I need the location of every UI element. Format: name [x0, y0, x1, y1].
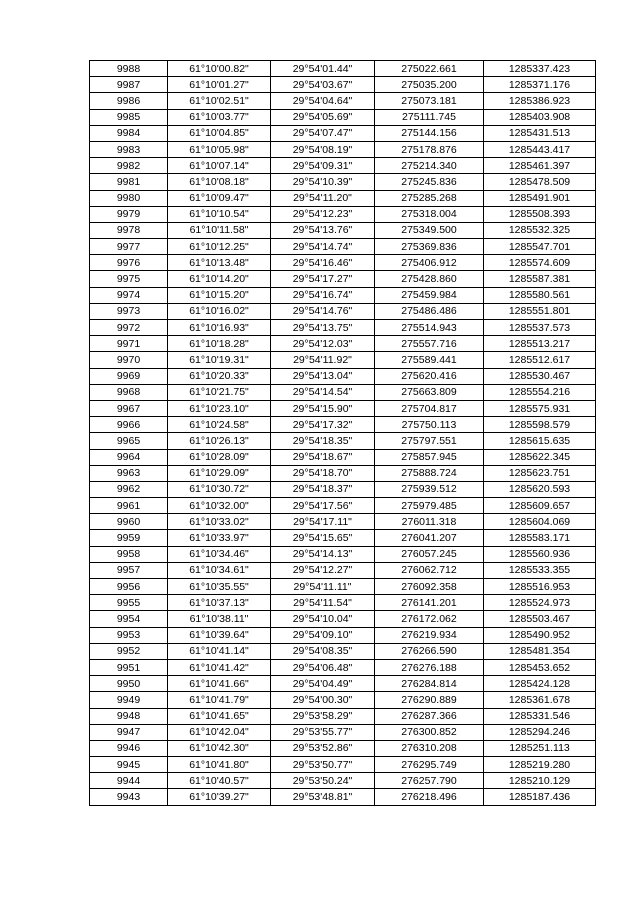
x-coordinate-cell: 275318.004 [375, 206, 484, 222]
point-number-cell: 9955 [90, 595, 168, 611]
x-coordinate-cell: 275369.836 [375, 239, 484, 255]
longitude-cell: 29°54'05.69" [271, 109, 375, 125]
point-number-cell: 9981 [90, 174, 168, 190]
x-coordinate-cell: 276295.749 [375, 757, 484, 773]
point-number-cell: 9964 [90, 449, 168, 465]
longitude-cell: 29°54'14.74" [271, 239, 375, 255]
longitude-cell: 29°54'15.65" [271, 530, 375, 546]
x-coordinate-cell: 276218.496 [375, 789, 484, 805]
x-coordinate-cell: 276141.201 [375, 595, 484, 611]
longitude-cell: 29°54'09.10" [271, 627, 375, 643]
table-row [90, 271, 596, 287]
longitude-cell: 29°54'18.37" [271, 481, 375, 497]
x-coordinate-cell: 276276.188 [375, 659, 484, 675]
point-number-cell: 9987 [90, 77, 168, 93]
longitude-cell: 29°54'11.92" [271, 352, 375, 368]
longitude-cell: 29°54'13.04" [271, 368, 375, 384]
y-coordinate-cell: 1285587.381 [484, 271, 596, 287]
latitude-cell: 61°10'42.30" [168, 740, 271, 756]
latitude-cell: 61°10'03.77" [168, 109, 271, 125]
table-row [90, 692, 596, 708]
latitude-cell: 61°10'34.61" [168, 562, 271, 578]
latitude-cell: 61°10'26.13" [168, 433, 271, 449]
x-coordinate-cell: 276266.590 [375, 643, 484, 659]
x-coordinate-cell: 276290.889 [375, 692, 484, 708]
x-coordinate-cell: 275939.512 [375, 481, 484, 497]
longitude-cell: 29°54'15.90" [271, 400, 375, 416]
x-coordinate-cell: 275750.113 [375, 417, 484, 433]
point-number-cell: 9988 [90, 61, 168, 77]
x-coordinate-cell: 276092.358 [375, 579, 484, 595]
longitude-cell: 29°54'17.27" [271, 271, 375, 287]
latitude-cell: 61°10'19.31" [168, 352, 271, 368]
latitude-cell: 61°10'42.04" [168, 724, 271, 740]
latitude-cell: 61°10'14.20" [168, 271, 271, 287]
coordinate-table-body [90, 61, 596, 806]
y-coordinate-cell: 1285554.216 [484, 384, 596, 400]
latitude-cell: 61°10'39.27" [168, 789, 271, 805]
latitude-cell: 61°10'00.82" [168, 61, 271, 77]
x-coordinate-cell: 275111.745 [375, 109, 484, 125]
longitude-cell: 29°54'17.11" [271, 514, 375, 530]
latitude-cell: 61°10'37.13" [168, 595, 271, 611]
longitude-cell: 29°54'14.54" [271, 384, 375, 400]
y-coordinate-cell: 1285604.069 [484, 514, 596, 530]
x-coordinate-cell: 275888.724 [375, 465, 484, 481]
x-coordinate-cell: 275428.860 [375, 271, 484, 287]
table-row [90, 255, 596, 271]
x-coordinate-cell: 276057.245 [375, 546, 484, 562]
latitude-cell: 61°10'08.18" [168, 174, 271, 190]
point-number-cell: 9960 [90, 514, 168, 530]
x-coordinate-cell: 275857.945 [375, 449, 484, 465]
point-number-cell: 9979 [90, 206, 168, 222]
point-number-cell: 9946 [90, 740, 168, 756]
longitude-cell: 29°54'11.11" [271, 579, 375, 595]
table-row [90, 627, 596, 643]
y-coordinate-cell: 1285574.609 [484, 255, 596, 271]
x-coordinate-cell: 275406.912 [375, 255, 484, 271]
latitude-cell: 61°10'41.42" [168, 659, 271, 675]
x-coordinate-cell: 275557.716 [375, 336, 484, 352]
point-number-cell: 9970 [90, 352, 168, 368]
y-coordinate-cell: 1285491.901 [484, 190, 596, 206]
point-number-cell: 9975 [90, 271, 168, 287]
point-number-cell: 9951 [90, 659, 168, 675]
longitude-cell: 29°54'10.04" [271, 611, 375, 627]
y-coordinate-cell: 1285533.355 [484, 562, 596, 578]
x-coordinate-cell: 275589.441 [375, 352, 484, 368]
longitude-cell: 29°53'50.77" [271, 757, 375, 773]
longitude-cell: 29°54'18.70" [271, 465, 375, 481]
point-number-cell: 9952 [90, 643, 168, 659]
point-number-cell: 9956 [90, 579, 168, 595]
table-row [90, 611, 596, 627]
y-coordinate-cell: 1285532.325 [484, 222, 596, 238]
table-row [90, 174, 596, 190]
longitude-cell: 29°54'14.76" [271, 303, 375, 319]
table-row [90, 336, 596, 352]
table-row [90, 352, 596, 368]
table-row [90, 61, 596, 77]
table-row [90, 530, 596, 546]
point-number-cell: 9947 [90, 724, 168, 740]
point-number-cell: 9978 [90, 222, 168, 238]
y-coordinate-cell: 1285508.393 [484, 206, 596, 222]
point-number-cell: 9982 [90, 158, 168, 174]
x-coordinate-cell: 275073.181 [375, 93, 484, 109]
point-number-cell: 9974 [90, 287, 168, 303]
x-coordinate-cell: 276284.814 [375, 676, 484, 692]
longitude-cell: 29°54'12.27" [271, 562, 375, 578]
y-coordinate-cell: 1285337.423 [484, 61, 596, 77]
point-number-cell: 9973 [90, 303, 168, 319]
latitude-cell: 61°10'07.14" [168, 158, 271, 174]
point-number-cell: 9985 [90, 109, 168, 125]
y-coordinate-cell: 1285443.417 [484, 141, 596, 157]
point-number-cell: 9957 [90, 562, 168, 578]
longitude-cell: 29°54'09.31" [271, 158, 375, 174]
point-number-cell: 9944 [90, 773, 168, 789]
y-coordinate-cell: 1285219.280 [484, 757, 596, 773]
table-row [90, 77, 596, 93]
x-coordinate-cell: 275704.817 [375, 400, 484, 416]
y-coordinate-cell: 1285583.171 [484, 530, 596, 546]
x-coordinate-cell: 275514.943 [375, 320, 484, 336]
table-row [90, 676, 596, 692]
y-coordinate-cell: 1285615.635 [484, 433, 596, 449]
point-number-cell: 9969 [90, 368, 168, 384]
point-number-cell: 9961 [90, 498, 168, 514]
y-coordinate-cell: 1285598.579 [484, 417, 596, 433]
y-coordinate-cell: 1285386.923 [484, 93, 596, 109]
x-coordinate-cell: 275349.500 [375, 222, 484, 238]
longitude-cell: 29°54'11.20" [271, 190, 375, 206]
point-number-cell: 9959 [90, 530, 168, 546]
point-number-cell: 9953 [90, 627, 168, 643]
table-row [90, 400, 596, 416]
longitude-cell: 29°54'13.76" [271, 222, 375, 238]
point-number-cell: 9954 [90, 611, 168, 627]
y-coordinate-cell: 1285537.573 [484, 320, 596, 336]
latitude-cell: 61°10'40.57" [168, 773, 271, 789]
y-coordinate-cell: 1285623.751 [484, 465, 596, 481]
latitude-cell: 61°10'41.80" [168, 757, 271, 773]
y-coordinate-cell: 1285609.657 [484, 498, 596, 514]
table-row [90, 708, 596, 724]
longitude-cell: 29°54'03.67" [271, 77, 375, 93]
y-coordinate-cell: 1285453.652 [484, 659, 596, 675]
x-coordinate-cell: 275979.485 [375, 498, 484, 514]
table-row [90, 595, 596, 611]
latitude-cell: 61°10'33.97" [168, 530, 271, 546]
latitude-cell: 61°10'13.48" [168, 255, 271, 271]
latitude-cell: 61°10'41.65" [168, 708, 271, 724]
y-coordinate-cell: 1285294.246 [484, 724, 596, 740]
table-row [90, 757, 596, 773]
table-row [90, 659, 596, 675]
longitude-cell: 29°54'17.56" [271, 498, 375, 514]
x-coordinate-cell: 276172.062 [375, 611, 484, 627]
longitude-cell: 29°54'06.48" [271, 659, 375, 675]
longitude-cell: 29°54'12.23" [271, 206, 375, 222]
point-number-cell: 9963 [90, 465, 168, 481]
table-row [90, 368, 596, 384]
x-coordinate-cell: 275214.340 [375, 158, 484, 174]
table-row [90, 562, 596, 578]
point-number-cell: 9958 [90, 546, 168, 562]
latitude-cell: 61°10'01.27" [168, 77, 271, 93]
y-coordinate-cell: 1285547.701 [484, 239, 596, 255]
longitude-cell: 29°54'10.39" [271, 174, 375, 190]
point-number-cell: 9968 [90, 384, 168, 400]
latitude-cell: 61°10'41.66" [168, 676, 271, 692]
point-number-cell: 9977 [90, 239, 168, 255]
x-coordinate-cell: 275035.200 [375, 77, 484, 93]
longitude-cell: 29°53'58.29" [271, 708, 375, 724]
longitude-cell: 29°54'00.30" [271, 692, 375, 708]
latitude-cell: 61°10'38.11" [168, 611, 271, 627]
y-coordinate-cell: 1285620.593 [484, 481, 596, 497]
y-coordinate-cell: 1285431.513 [484, 125, 596, 141]
latitude-cell: 61°10'29.09" [168, 465, 271, 481]
x-coordinate-cell: 276062.712 [375, 562, 484, 578]
latitude-cell: 61°10'23.10" [168, 400, 271, 416]
table-row [90, 287, 596, 303]
y-coordinate-cell: 1285424.128 [484, 676, 596, 692]
x-coordinate-cell: 275486.486 [375, 303, 484, 319]
point-number-cell: 9983 [90, 141, 168, 157]
longitude-cell: 29°54'01.44" [271, 61, 375, 77]
y-coordinate-cell: 1285516.953 [484, 579, 596, 595]
table-row [90, 514, 596, 530]
longitude-cell: 29°54'04.64" [271, 93, 375, 109]
y-coordinate-cell: 1285512.617 [484, 352, 596, 368]
point-number-cell: 9945 [90, 757, 168, 773]
y-coordinate-cell: 1285575.931 [484, 400, 596, 416]
latitude-cell: 61°10'39.64" [168, 627, 271, 643]
y-coordinate-cell: 1285503.467 [484, 611, 596, 627]
table-row [90, 546, 596, 562]
y-coordinate-cell: 1285251.113 [484, 740, 596, 756]
y-coordinate-cell: 1285513.217 [484, 336, 596, 352]
x-coordinate-cell: 276300.852 [375, 724, 484, 740]
latitude-cell: 61°10'16.02" [168, 303, 271, 319]
latitude-cell: 61°10'35.55" [168, 579, 271, 595]
point-number-cell: 9943 [90, 789, 168, 805]
point-number-cell: 9971 [90, 336, 168, 352]
x-coordinate-cell: 276287.366 [375, 708, 484, 724]
table-row [90, 190, 596, 206]
point-number-cell: 9966 [90, 417, 168, 433]
latitude-cell: 61°10'11.58" [168, 222, 271, 238]
longitude-cell: 29°54'12.03" [271, 336, 375, 352]
y-coordinate-cell: 1285481.354 [484, 643, 596, 659]
table-row [90, 789, 596, 805]
latitude-cell: 61°10'41.14" [168, 643, 271, 659]
y-coordinate-cell: 1285210.129 [484, 773, 596, 789]
table-row [90, 141, 596, 157]
point-number-cell: 9950 [90, 676, 168, 692]
y-coordinate-cell: 1285580.561 [484, 287, 596, 303]
latitude-cell: 61°10'24.58" [168, 417, 271, 433]
table-row [90, 303, 596, 319]
longitude-cell: 29°53'50.24" [271, 773, 375, 789]
longitude-cell: 29°53'48.81" [271, 789, 375, 805]
latitude-cell: 61°10'12.25" [168, 239, 271, 255]
latitude-cell: 61°10'18.28" [168, 336, 271, 352]
point-number-cell: 9967 [90, 400, 168, 416]
latitude-cell: 61°10'04.85" [168, 125, 271, 141]
table-row [90, 498, 596, 514]
x-coordinate-cell: 275663.809 [375, 384, 484, 400]
table-row [90, 724, 596, 740]
table-row [90, 773, 596, 789]
latitude-cell: 61°10'28.09" [168, 449, 271, 465]
latitude-cell: 61°10'15.20" [168, 287, 271, 303]
x-coordinate-cell: 275797.551 [375, 433, 484, 449]
latitude-cell: 61°10'30.72" [168, 481, 271, 497]
table-row [90, 125, 596, 141]
table-row [90, 384, 596, 400]
table-row [90, 206, 596, 222]
y-coordinate-cell: 1285490.952 [484, 627, 596, 643]
latitude-cell: 61°10'33.02" [168, 514, 271, 530]
longitude-cell: 29°53'52.86" [271, 740, 375, 756]
longitude-cell: 29°54'18.35" [271, 433, 375, 449]
latitude-cell: 61°10'16.93" [168, 320, 271, 336]
longitude-cell: 29°54'14.13" [271, 546, 375, 562]
point-number-cell: 9949 [90, 692, 168, 708]
table-row [90, 109, 596, 125]
x-coordinate-cell: 275459.984 [375, 287, 484, 303]
latitude-cell: 61°10'41.79" [168, 692, 271, 708]
longitude-cell: 29°54'04.49" [271, 676, 375, 692]
point-number-cell: 9965 [90, 433, 168, 449]
y-coordinate-cell: 1285478.509 [484, 174, 596, 190]
y-coordinate-cell: 1285551.801 [484, 303, 596, 319]
table-row [90, 579, 596, 595]
point-number-cell: 9962 [90, 481, 168, 497]
table-row [90, 740, 596, 756]
latitude-cell: 61°10'32.00" [168, 498, 271, 514]
table-row [90, 465, 596, 481]
point-number-cell: 9972 [90, 320, 168, 336]
longitude-cell: 29°53'55.77" [271, 724, 375, 740]
x-coordinate-cell: 275285.268 [375, 190, 484, 206]
latitude-cell: 61°10'05.98" [168, 141, 271, 157]
latitude-cell: 61°10'34.46" [168, 546, 271, 562]
x-coordinate-cell: 275245.836 [375, 174, 484, 190]
y-coordinate-cell: 1285560.936 [484, 546, 596, 562]
y-coordinate-cell: 1285524.973 [484, 595, 596, 611]
longitude-cell: 29°54'18.67" [271, 449, 375, 465]
table-row [90, 643, 596, 659]
longitude-cell: 29°54'16.46" [271, 255, 375, 271]
table-row [90, 481, 596, 497]
x-coordinate-cell: 275144.156 [375, 125, 484, 141]
point-number-cell: 9976 [90, 255, 168, 271]
longitude-cell: 29°54'13.75" [271, 320, 375, 336]
point-number-cell: 9986 [90, 93, 168, 109]
table-row [90, 239, 596, 255]
longitude-cell: 29°54'17.32" [271, 417, 375, 433]
longitude-cell: 29°54'11.54" [271, 595, 375, 611]
x-coordinate-cell: 276219.934 [375, 627, 484, 643]
y-coordinate-cell: 1285403.908 [484, 109, 596, 125]
y-coordinate-cell: 1285331.546 [484, 708, 596, 724]
coordinate-table [89, 60, 596, 806]
point-number-cell: 9980 [90, 190, 168, 206]
latitude-cell: 61°10'09.47" [168, 190, 271, 206]
y-coordinate-cell: 1285530.467 [484, 368, 596, 384]
table-row [90, 158, 596, 174]
y-coordinate-cell: 1285371.176 [484, 77, 596, 93]
point-number-cell: 9984 [90, 125, 168, 141]
table-row [90, 93, 596, 109]
table-row [90, 417, 596, 433]
x-coordinate-cell: 276257.790 [375, 773, 484, 789]
x-coordinate-cell: 276310.208 [375, 740, 484, 756]
latitude-cell: 61°10'02.51" [168, 93, 271, 109]
table-row [90, 320, 596, 336]
y-coordinate-cell: 1285187.436 [484, 789, 596, 805]
longitude-cell: 29°54'07.47" [271, 125, 375, 141]
y-coordinate-cell: 1285622.345 [484, 449, 596, 465]
x-coordinate-cell: 275620.416 [375, 368, 484, 384]
latitude-cell: 61°10'20.33" [168, 368, 271, 384]
x-coordinate-cell: 275178.876 [375, 141, 484, 157]
table-row [90, 449, 596, 465]
y-coordinate-cell: 1285361.678 [484, 692, 596, 708]
table-row [90, 433, 596, 449]
table-row [90, 222, 596, 238]
longitude-cell: 29°54'08.19" [271, 141, 375, 157]
x-coordinate-cell: 276041.207 [375, 530, 484, 546]
y-coordinate-cell: 1285461.397 [484, 158, 596, 174]
x-coordinate-cell: 275022.661 [375, 61, 484, 77]
point-number-cell: 9948 [90, 708, 168, 724]
latitude-cell: 61°10'21.75" [168, 384, 271, 400]
latitude-cell: 61°10'10.54" [168, 206, 271, 222]
longitude-cell: 29°54'08.35" [271, 643, 375, 659]
x-coordinate-cell: 276011.318 [375, 514, 484, 530]
longitude-cell: 29°54'16.74" [271, 287, 375, 303]
